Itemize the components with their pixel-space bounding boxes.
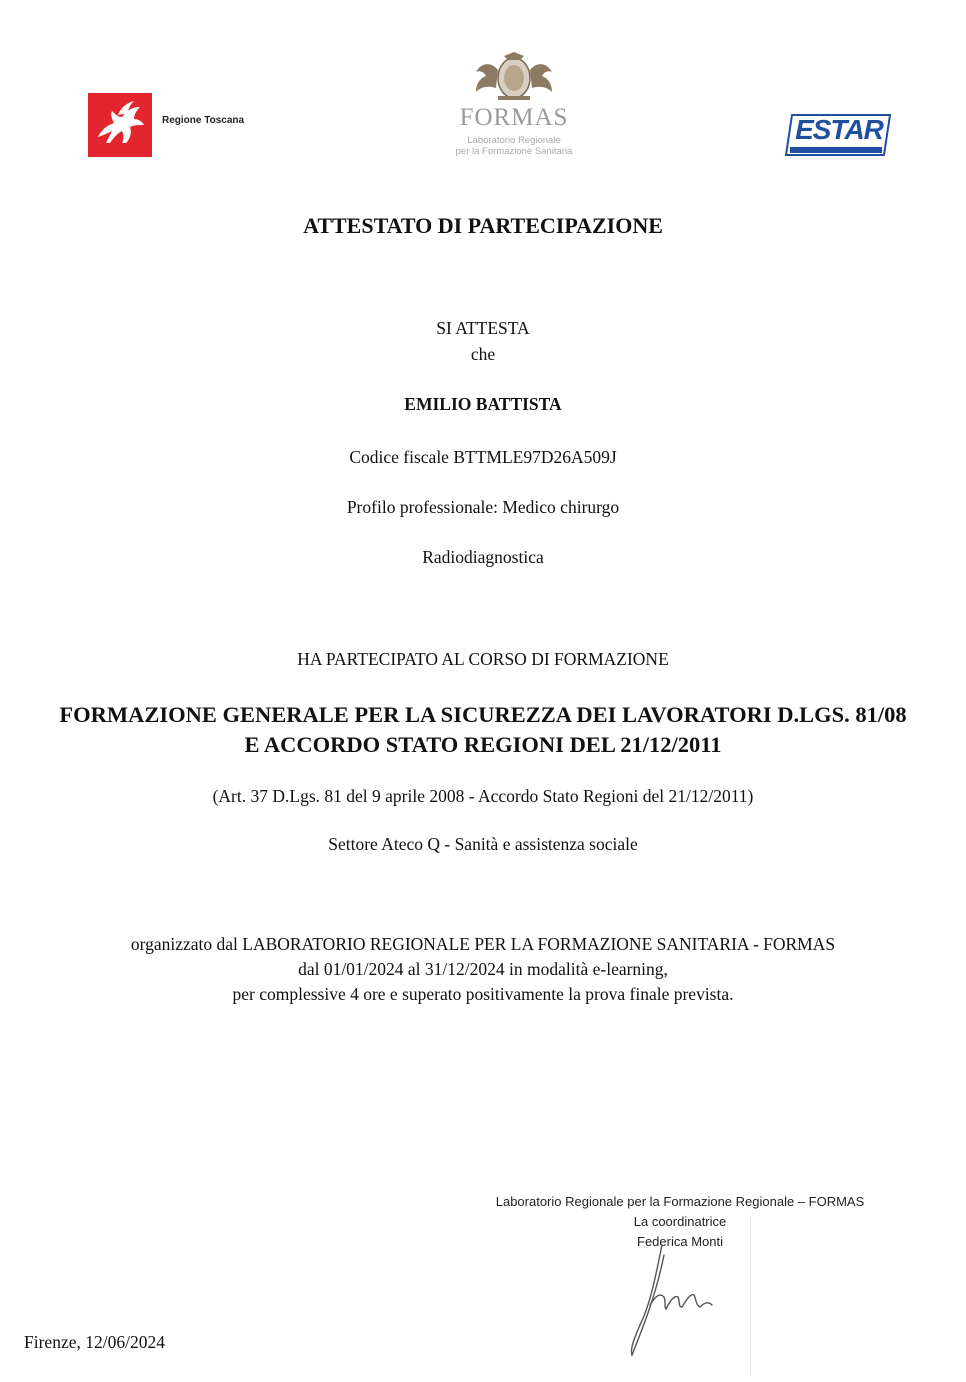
toscana-label: Regione Toscana [162,115,245,126]
estar-logo [784,113,892,157]
formas-subtitle-line2: per la Formazione Sanitaria [455,146,573,157]
course-title-line2: E ACCORDO STATO REGIONI DEL 21/12/2011 [244,732,722,757]
signature-divider [750,1215,751,1375]
formas-wordmark: FORMAS [459,104,569,131]
toscana-pegasus-icon [88,93,152,157]
participation-text: HA PARTECIPATO AL CORSO DI FORMAZIONE [297,649,669,669]
person-name: EMILIO BATTISTA [404,394,562,414]
estar-wordmark: ESTAR [795,114,883,145]
che-text: che [470,344,496,364]
formas-crest-icon [468,50,560,104]
specialty: Radiodiagnostica [422,547,544,567]
legal-reference: (Art. 37 D.Lgs. 81 del 9 aprile 2008 - Accordo Stato Regioni del 21/12/2011) [212,786,754,806]
regione-toscana-logo [88,93,258,157]
ateco-sector: Settore Ateco Q - Sanità e assistenza sociale [328,834,638,854]
course-title-line1: FORMAZIONE GENERALE PER LA SICUREZZA DEI LAVORATORI D.LGS. 81/08 [59,702,907,727]
place-date: Firenze, 12/06/2024 [24,1332,165,1352]
fiscal-code: Codice fiscale BTTMLE97D26A509J [349,447,617,467]
signature-role: La coordinatrice [633,1214,727,1229]
professional-profile: Profilo professionale: Medico chirurgo [346,497,620,517]
hours-line: per complessive 4 ore e superato positivamente la prova finale prevista. [232,984,734,1004]
course-title [0,700,966,760]
signature-org: Laboratorio Regionale per la Formazione Regionale – FORMAS [495,1194,865,1209]
signature-name: Federica Monti [637,1234,723,1249]
certificate-title: ATTESTATO DI PARTECIPAZIONE [303,213,663,238]
dates-line: dal 01/01/2024 al 31/12/2024 in modalità e-learning, [298,959,668,979]
formas-logo [446,50,582,160]
handwritten-signature [620,1235,730,1360]
organizer-line: organizzato dal LABORATORIO REGIONALE PER LA FORMAZIONE SANITARIA - FORMAS [130,934,836,954]
attesta-text: SI ATTESTA [436,318,530,338]
formas-subtitle-line1: Laboratorio Regionale [467,135,561,146]
